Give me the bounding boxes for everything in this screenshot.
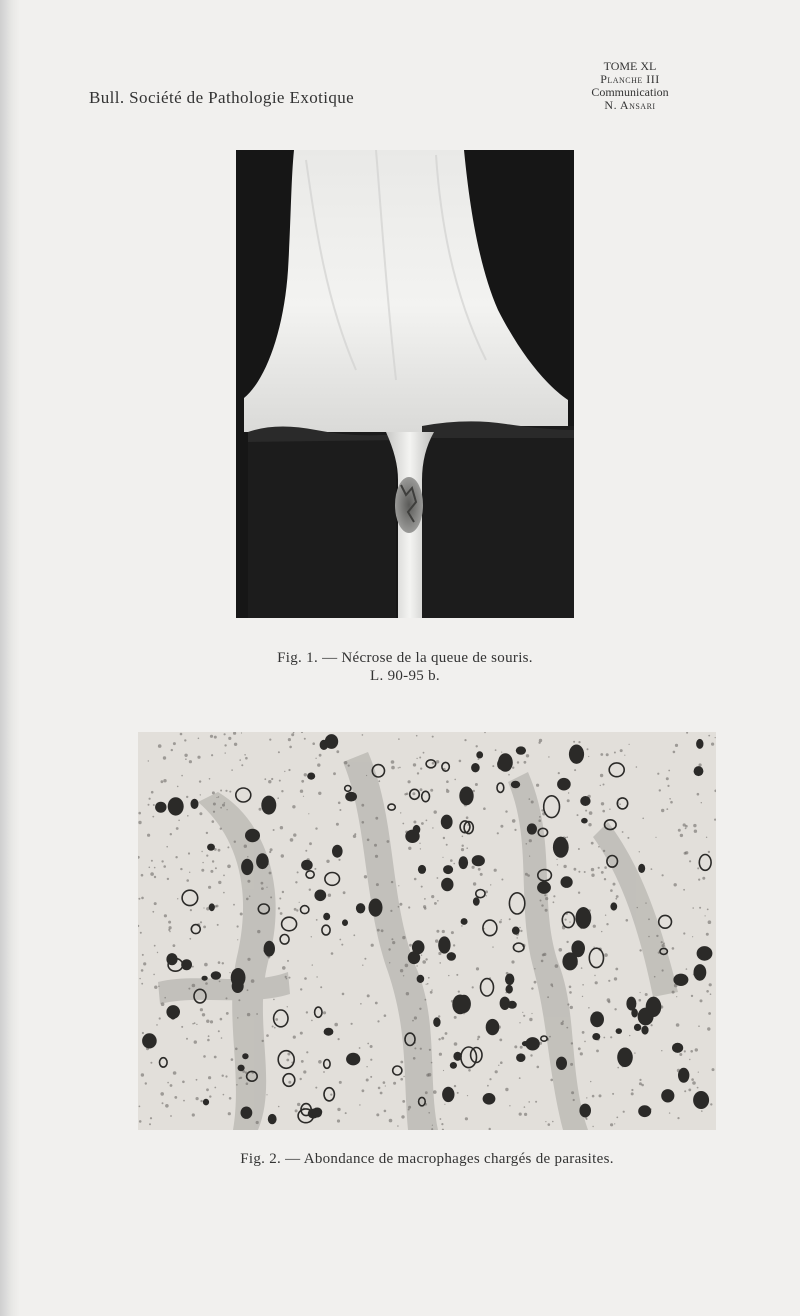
figure-1-caption-text: — Nécrose de la queue de souris. xyxy=(322,650,533,666)
plate-info xyxy=(560,60,700,112)
figure-2-caption xyxy=(138,1151,716,1168)
figure-1-photo xyxy=(236,150,574,618)
figure-1-caption-line2: L. 90-95 b. xyxy=(370,668,440,684)
communication-label: Communication xyxy=(591,85,669,99)
author-label: N. Ansari xyxy=(604,98,656,112)
figure-1-label: Fig. 1. xyxy=(277,650,319,666)
figure-2-caption-text: — Abondance de macrophages chargés de parasites. xyxy=(285,1151,614,1167)
plate-label: Planche III xyxy=(600,72,660,86)
scan-edge-shadow xyxy=(0,0,20,1316)
journal-title: Bull. Société de Pathologie Exotique xyxy=(89,88,355,107)
macrophage-micrograph xyxy=(138,732,716,1130)
mouse-tail-photo xyxy=(236,150,574,618)
figure-2-label: Fig. 2. xyxy=(240,1151,282,1167)
tome-label: TOME XL xyxy=(603,59,657,73)
figure-2-photo xyxy=(138,732,716,1130)
figure-1-caption xyxy=(236,650,574,685)
